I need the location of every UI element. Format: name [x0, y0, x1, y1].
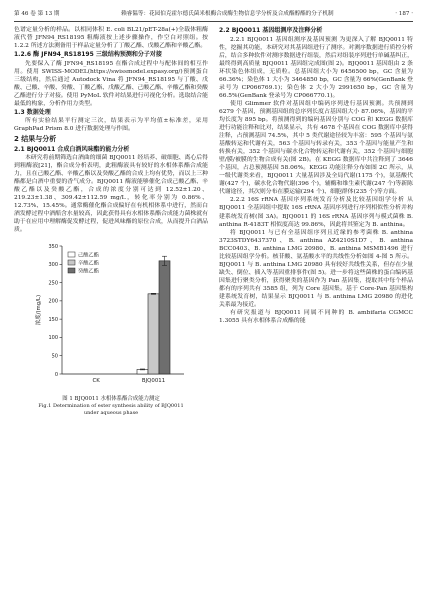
paragraph: 使用 Glimmer 软件对基因组中编码序列进行基因预测。共预测到 6279 个基因，预测基因组的总序列长度占基因组大小 87.06%，基因的平均长度为 895 bp。将预测得到的编码基因分别与 COG 和 KEGG 数据库进行功能注释和比对，结果显示，共有 4678 个基因在 COG 数据库中获得注释，占预测基因 74.5%，其中 5 类代谢途径较为丰富：595 个基因与氨基酸转运和代谢有关，563 个基因与转录有关，353 个基因与能量产生和转换有关，352 个基因与碳水化合物转运和代谢有关，352 个基因与细胞壁/膜/被膜的生物合成有关(图 2B)。在 KEGG 数据库中共注释到了 3646 个基因，占总预测基因 58.06%。KEGG 功能注释分布如图 2C 所示，从一级代谢类来看，BJQ0011 大量基因涉及全局代谢(1175 个)，氨基酸代谢(427 个)，碳水化合物代谢(396 个)，辅酶和维生素代谢(247 个)等新陈代谢途径，其次则分布在膜运输(294 个)、细胞群体(235 个)等方面。 — [219, 100, 414, 196]
legend-label: 辛酸乙酯 — [78, 261, 99, 268]
subsection-heading: 1.2.6 酶 JFN94_RS18195 三级结构预测和分子对接 — [14, 51, 162, 59]
section-heading: 2 结果与分析 — [14, 134, 57, 143]
paragraph: 2.2.1 BJQ0011 基因组测序及基因预测 为更深入了解 BJQ0011 特性，挖掘其功能，本研究对其基因组进行了测序。对测序数据进行质控分析后，结合多种软件对测序数据进行组装，然后对组装序列进行单碱基纠正，最终得到高质量 BJQ0011 基因组完成图(图 2)。BJQ0011 基因组由 2 条环状染色体组成，无质粒。总基因组大小为 6456500 bp，GC 含量为 66.36%；染色体 1 大小为 3464850 bp，GC 含量为 66%(GenBank 登录号为 CP066769.1)；染色体 2 大小为 2991650 bp，GC 含量为 66.5%(GenBank 登录号为 CP066770.1)。 — [219, 36, 414, 99]
y-tick-label: 250 — [48, 280, 58, 287]
paragraph: 将 BJQ0011 与已有全基因组序列且近缘的参考菌株 B. anthina 3723STDY6437370、B. anthina AZ4210S1D7、B. anthina BCC0403、B. anthina LMG 20980、B. anthina MSMB1496 进行比较基因组学分析。核苷酸、氨基酸水平的共线性分析如图 4-图 5 所示。BJQ0011 与 B. anthina LMG 20980 具有较好共线性关系，但存在少量缺失、倒位、插入等基因重排事件(图 5)。进一步将这些菌株的蛋白编码基因集进行聚类分析，获得聚类的基因作为 Pan 基因集，提取其中每个样品都有的序列共有 3585 组，列为 Core 基因集。基于 Core-Pan 基因集构建系统发育树，结果显示 BJQ0011 与 B. anthina LMG 20980 的进化关系最为接近。 — [219, 229, 413, 309]
y-axis-label: 浓度/(mg/L) — [36, 295, 42, 326]
paragraph: 所有实验结果平行测定三次，结果表示为平均值±标准差，采用 GraphPad Prism 8.0 进行数据处理与作图。 — [14, 118, 208, 133]
caption-en-continued: under aqueous phase — [83, 410, 139, 417]
y-tick-label: 0 — [54, 372, 58, 379]
subsection-heading: 2.1 BJQ0011 合成白酒风味酯的能力分析 — [14, 145, 130, 153]
right-column — [219, 26, 413, 325]
paragraph: 有研究报道与 BJQ0011 同属不同种的 B. ambifaria CGMCC 1.3055 具有水相体系合成酯的能 — [219, 310, 413, 325]
paragraph: 先要保入了酶 JFN94_RS18195 在酯合成过程中与配体间的相互作用。使用 SWISS-MODEL(https://swissmodel.expasy.org/)预测蛋白三级结构，然后通过 Autodock Vina 将 JFN94_RS18195 与丁酸、戊酸、己酸、辛酸、癸酸、丁酸乙酯、戊酸乙酯、己酸乙酯、辛酸乙酯和癸酸乙酯进行分子对接。使用 PyMoL 软件对结果进行可视化分析。选取结合能最低的构象，分析作用力类型。 — [14, 60, 208, 107]
y-tick-label: 350 — [48, 244, 58, 251]
legend-swatch — [68, 268, 75, 273]
paragraph: 色谱定量分析的样品。以相同体积 E. coli BL21/pET-28a(+)全载体粗酶液代替 JFN94_RS18195 粗酶液按上述步骤操作，作空白对照组。按 1.2.2 所述方法测备用于样品定量分析了丁酸乙酯、戊酸乙酯和辛酸乙酯。 — [14, 27, 208, 50]
left-column — [14, 26, 208, 416]
caption-en: Fig.1 Determination of ester synthesis ability of BJQ0011 — [38, 402, 184, 409]
y-tick-label: 300 — [48, 262, 58, 269]
x-category-label: CK — [92, 378, 100, 385]
y-tick-label: 200 — [48, 299, 58, 306]
running-title: 赖睿韫等：花园伯克霍尔德氏菌米根酶合成酶生物信息学分析及合成酯醇酯的分子机制 — [121, 11, 334, 17]
subsection-heading: 1.3 数据处理 — [14, 108, 51, 116]
x-category-label: BJQ0011 — [141, 378, 166, 385]
figure-1 — [14, 238, 208, 416]
page-header — [14, 8, 413, 20]
y-tick-label: 50 — [51, 353, 58, 360]
legend-label: 己酸乙酯 — [78, 253, 99, 260]
y-tick-label: 100 — [48, 335, 58, 342]
page-number: · 187 · — [395, 11, 413, 17]
y-tick-label: 150 — [48, 317, 58, 324]
bar-decanoate — [159, 261, 170, 374]
legend-label: 癸酸乙酯 — [78, 269, 99, 276]
figure-caption — [14, 396, 208, 418]
bar-chart — [14, 238, 208, 392]
header-rule — [14, 21, 413, 22]
journal-volume: 第 46 卷 第 13 期 — [14, 11, 60, 17]
caption-cn: 图 1 BJQ0011 水相体系酯合成能力测定 — [62, 395, 160, 402]
subsection-heading: 2.2 BJQ0011 基因组测序及注释分析 — [219, 27, 323, 34]
bar-octanoate — [148, 294, 159, 374]
legend-swatch — [68, 252, 75, 257]
paragraph: 2.2.2 16S rRNA 基因序列系统发育分析及比较基因组学分析 从 BJQ0011 全基因组中提取 16S rRNA 基因序列进行序列相似性分析并构建系统发育树(图 3A)。BJQ0011 的 16S rRNA 基因序列与模式菌株 B. anthina R-4183T 相似度高达 99.86%，因此将其鉴定为 B. anthina。 — [219, 197, 413, 228]
paragraph: 本研究将前期筛选白酒曲的细菌 BJQ0011 经培养、破细胞、离心后得到粗酶液[21]，酯合成分析表明，此粗酶液具有较好的水相体系酯合成能力，且在己酸乙酯、辛酸乙酯以及癸酸乙酯的合成上均有优势，而以上三种酯都是白酒中重要的香气成分。BJQ0011 酶液能够催化合成己酸乙酯、辛酸乙酯以及癸酸乙酯，合成的浓度分别可达到 12.52±1.20、219.23±1.38、309.42±112.59 mg/L，转化率分别为 0.86%、12.73%、15.45%。通常酶催化酯合成偏好在有机相体系中进行，然而白酒发酵过程中酒醅含水量较高，因此获得具有水相体系酯合成能力菌株就有助于在应用中理解酶促发酵过程，促进风味酯的原位合成，从而提升白酒品质。 — [14, 155, 208, 234]
legend-swatch — [68, 260, 75, 265]
